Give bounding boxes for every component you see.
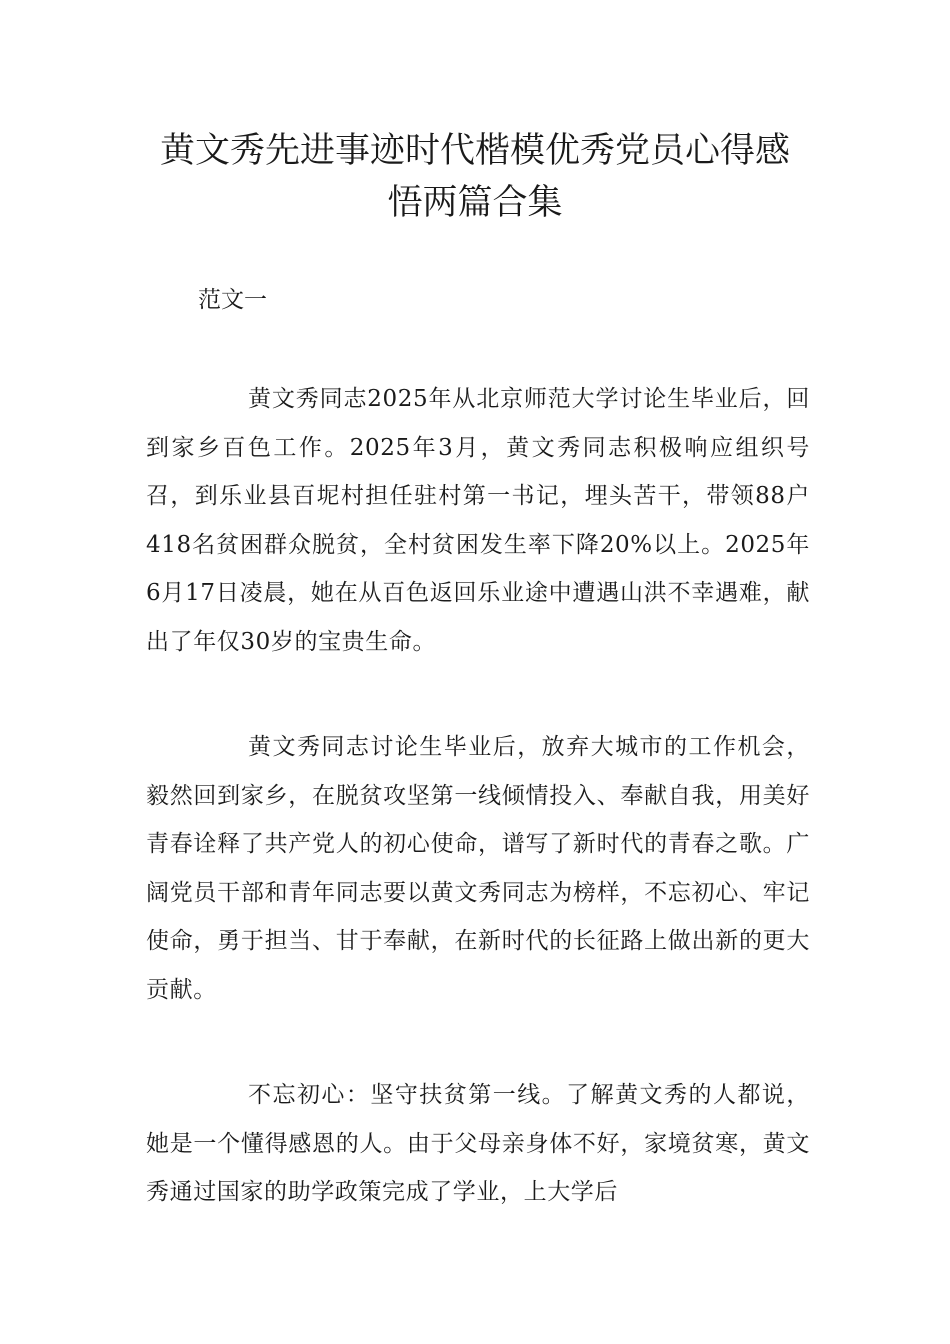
title-line-1: 黄文秀先进事迹时代楷模优秀党员心得感	[159, 131, 790, 171]
paragraph-1: 黄文秀同志2025年从北京师范大学讨论生毕业后，回到家乡百色工作。2025年3月，黄文秀同志积极响应组织号召，到乐业县百坭村担任驻村第一书记，埋头苦干，带领88户418名贫困群众脱贫，全村贫困发生率下降20%以上。2025年6月17日凌晨，她在从百色返回乐业途中遭遇山洪不幸遇难，献出了年仅30岁的宝贵生命。	[146, 386, 810, 655]
paragraph-3: 不忘初心：坚守扶贫第一线。了解黄文秀的人都说，她是一个懂得感恩的人。由于父母亲身体不好，家境贫寒，黄文秀通过国家的助学政策完成了学业，上大学后	[146, 1082, 810, 1205]
paragraph-2: 黄文秀同志讨论生毕业后，放弃大城市的工作机会，毅然回到家乡，在脱贫攻坚第一线倾情投入、奉献自我，用美好青春诠释了共产党人的初心使命，谱写了新时代的青春之歌。广阔党员干部和青年同志要以黄文秀同志为榜样，不忘初心、牢记使命，勇于担当、甘于奉献，在新时代的长征路上做出新的更大贡献。	[146, 734, 810, 1003]
section-label: 范文一	[198, 287, 267, 313]
title-line-2: 悟两篇合集	[387, 183, 563, 223]
document-title	[120, 125, 830, 229]
